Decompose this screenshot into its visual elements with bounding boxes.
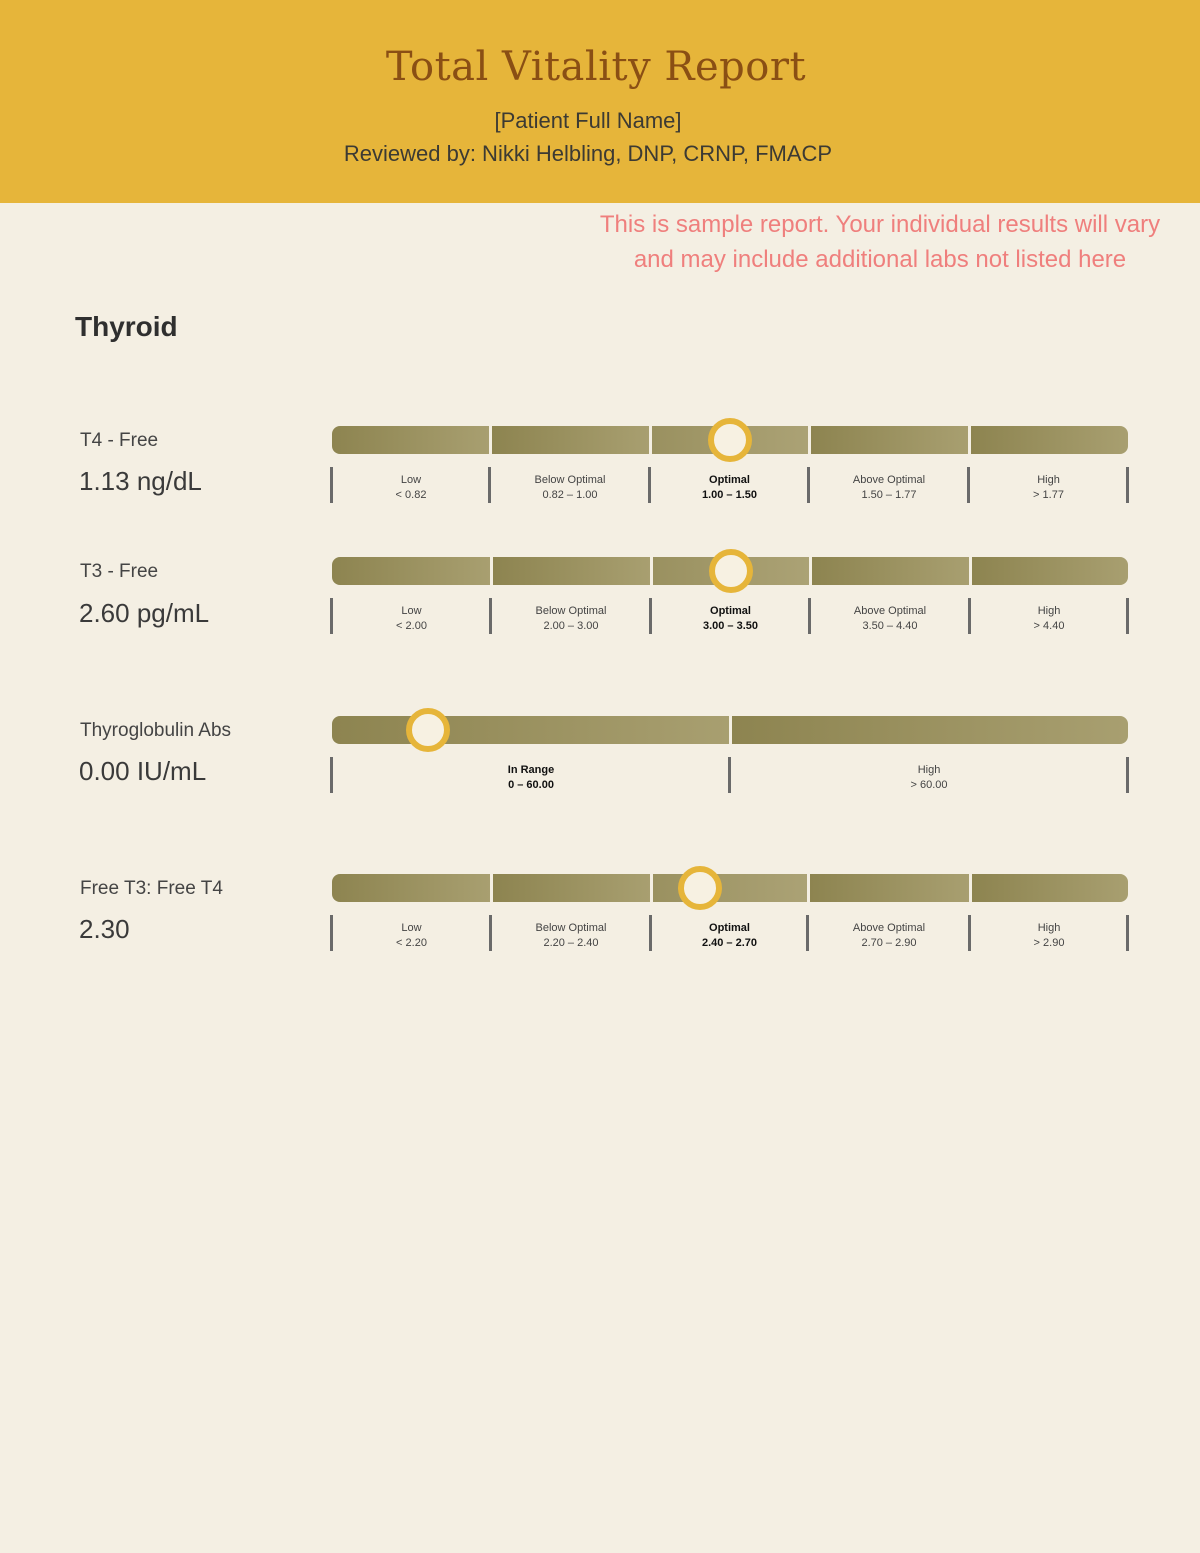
range-segment: [653, 874, 807, 902]
range-name: Below Optimal: [535, 605, 607, 617]
range-label: [651, 921, 808, 951]
lab-name: Free T3: Free T4: [80, 878, 223, 899]
range-segment: [493, 557, 650, 585]
range-name: High: [1037, 474, 1060, 486]
range-label: [651, 604, 810, 634]
range-label: [332, 763, 730, 793]
range-name: Above Optimal: [852, 474, 926, 486]
range-name: Low: [401, 922, 422, 934]
range-name: High: [1037, 605, 1061, 617]
range-segment: [811, 426, 968, 454]
range-name: High: [917, 764, 941, 776]
range-segment: [332, 557, 490, 585]
range-label: [650, 473, 809, 503]
patient-name: [Patient Full Name]: [494, 108, 682, 133]
range-segment: [332, 874, 490, 902]
range-values: 3.50 – 4.40: [862, 620, 918, 632]
range-values: 2.20 – 2.40: [543, 937, 599, 949]
disclaimer-line-2: and may include additional labs not listed here: [633, 246, 1127, 273]
range-segment: [812, 557, 969, 585]
range-values: < 2.20: [396, 937, 427, 949]
range-label: [970, 921, 1128, 951]
range-segment: [810, 874, 969, 902]
range-name: Below Optimal: [535, 922, 607, 934]
range-label: [970, 604, 1128, 634]
range-name: In Range: [507, 764, 555, 776]
range-segment: [972, 874, 1129, 902]
lab-name: T4 - Free: [80, 430, 159, 451]
range-values: 0.82 – 1.00: [542, 489, 598, 501]
lab-value: 0.00 IU/mL: [79, 756, 207, 786]
range-label: [810, 604, 970, 634]
range-values: 2.40 – 2.70: [701, 937, 758, 949]
range-segment: [493, 874, 650, 902]
range-label: [332, 921, 491, 951]
lab-value: 2.30: [79, 914, 130, 944]
range-name: Optimal: [709, 474, 750, 486]
result-marker: [678, 866, 722, 910]
result-marker: [406, 708, 450, 752]
range-label: [809, 473, 969, 503]
range-label: [491, 921, 651, 951]
range-segment: [492, 426, 649, 454]
lab-name: Thyroglobulin Abs: [80, 720, 232, 741]
lab-value: 2.60 pg/mL: [79, 598, 210, 628]
range-values: > 60.00: [910, 779, 948, 791]
range-segment: [332, 426, 489, 454]
range-name: Below Optimal: [534, 474, 606, 486]
range-segment: [332, 716, 729, 744]
range-bar: [332, 557, 1128, 585]
range-values: 3.00 – 3.50: [702, 620, 759, 632]
range-label: [332, 604, 491, 634]
range-name: Above Optimal: [852, 922, 926, 934]
range-values: > 2.90: [1033, 937, 1065, 949]
range-bar: [332, 874, 1128, 902]
result-marker: [709, 549, 753, 593]
range-bar: [332, 716, 1128, 744]
range-name: Optimal: [709, 922, 750, 934]
result-marker: [708, 418, 752, 462]
range-values: > 1.77: [1033, 489, 1064, 501]
range-name: High: [1037, 922, 1061, 934]
range-label: [332, 473, 490, 503]
report-header: [0, 0, 1200, 203]
range-name: Low: [400, 474, 422, 486]
range-name: Low: [401, 605, 422, 617]
reviewer-line: Reviewed by: Nikki Helbling, DNP, CRNP, FMACP: [343, 141, 833, 166]
range-label: [730, 763, 1128, 793]
range-values: 2.70 – 2.90: [861, 937, 917, 949]
range-values: > 4.40: [1033, 620, 1065, 632]
disclaimer-line-1: This is sample report. Your individual results will vary: [599, 211, 1161, 238]
sample-disclaimer: [560, 207, 1200, 277]
section-title-thyroid: Thyroid: [75, 311, 178, 342]
range-segment: [971, 426, 1129, 454]
range-values: < 0.82: [395, 489, 427, 501]
range-label: [491, 604, 651, 634]
range-label: [490, 473, 650, 503]
range-segment: [732, 716, 1129, 744]
range-values: 0 – 60.00: [508, 779, 554, 791]
range-values: 1.50 – 1.77: [861, 489, 917, 501]
range-values: < 2.00: [396, 620, 427, 632]
range-name: Above Optimal: [853, 605, 927, 617]
lab-name: T3 - Free: [80, 561, 159, 582]
range-values: 1.00 – 1.50: [701, 489, 758, 501]
range-label: [969, 473, 1128, 503]
range-name: Optimal: [710, 605, 751, 617]
lab-value: 1.13 ng/dL: [79, 466, 202, 496]
report-title: Total Vitality Report: [385, 44, 807, 90]
range-segment: [972, 557, 1129, 585]
range-values: 2.00 – 3.00: [543, 620, 599, 632]
range-label: [808, 921, 970, 951]
range-bar: [332, 426, 1128, 454]
